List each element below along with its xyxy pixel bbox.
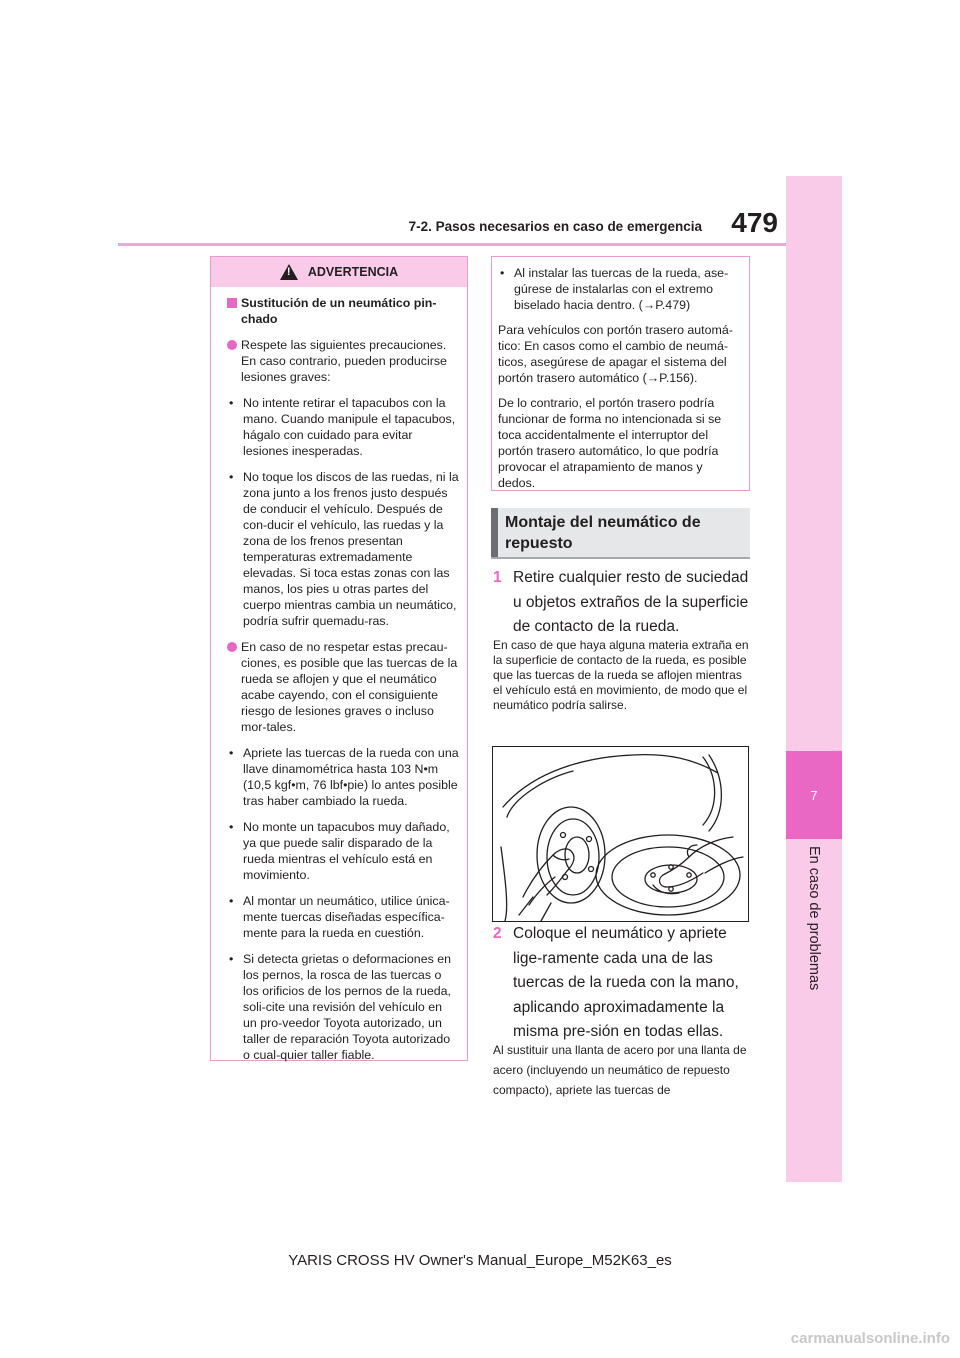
warning-bullet: • No monte un tapacubos muy dañado, ya que puede salir disparado de la rueda mientras el vehículo está en movimiento. <box>227 819 459 883</box>
chapter-title-vertical <box>786 846 842 1006</box>
warning-header <box>211 257 467 287</box>
warning-bullet: • Si detecta grietas o deformaciones en los pernos, la rosca de las tuercas o los orificios de los pernos de la rueda, soli-cite una revisión del vehículo en un pro-veedor Toyota autorizado, un taller de reparación Toyota autorizado o cual-quier taller fiable. <box>227 951 459 1063</box>
warning-triangle-icon <box>280 264 298 280</box>
note-content <box>498 265 743 500</box>
chapter-title: En caso de problemas <box>806 846 822 991</box>
header-section-title: 7-2. Pasos necesarios en caso de emergencia <box>408 219 702 234</box>
step-2 <box>493 922 753 1045</box>
warning-intro-2: En caso de no respetar estas precau-ciones, es posible que las tuercas de la rueda se aflojen y que el neumático acabe cayendo, con el consiguiente riesgo de lesiones graves o incluso mor-tales. <box>227 639 459 735</box>
page-number: 479 <box>731 207 778 238</box>
chapter-side-tab <box>786 176 842 1182</box>
section-title-box <box>491 508 750 559</box>
step-text: Retire cualquier resto de suciedad u objetos extraños de la superficie de contacto de la rueda. <box>513 569 749 635</box>
warning-bullet: • No toque los discos de las ruedas, ni la zona junto a los frenos justo después de conducir el vehículo. Después de con-ducir el vehículo, las ruedas y la zona de los frenos presentan temperaturas extremadamente elevadas. Si toca estas zonas con las manos, los pies u otras partes del cuerpo mientras cambia un neumático, podría sufrir quemadu-ras. <box>227 469 459 629</box>
step-1 <box>493 566 753 640</box>
note-paragraph: Para vehículos con portón trasero automá-tico: En casos como el cambio de neumá-ticos, asegúrese de apagar el sistema del portón trasero automático (→P.156). <box>498 323 733 385</box>
warning-bullet: • Al montar un neumático, utilice única-mente tuercas diseñadas específica-mente para la rueda en cuestión. <box>227 893 459 941</box>
watermark: carmanualsonline.info <box>790 1330 950 1347</box>
step-text: Coloque el neumático y apriete lige-ramente cada una de las tuercas de la rueda con la mano, aplicando aproximadamente la misma pre-sión en todas ellas. <box>513 925 739 1040</box>
spare-tire-illustration <box>492 746 749 922</box>
section-title: Montaje del neumático de repuesto <box>505 514 701 552</box>
wheel-cleaning-drawing <box>493 747 750 923</box>
warning-intro: Respete las siguientes precauciones. En caso contrario, pueden producirse lesiones graves: <box>227 337 459 385</box>
step-1-description: En caso de que haya alguna materia extraña en la superficie de contacto de la rueda, es posible que las tuercas de la rueda se aflojen mientras el vehículo está en movimiento, de modo que el neumático podría salirse. <box>493 638 749 712</box>
footer-manual-title: YARIS CROSS HV Owner's Manual_Europe_M52K63_es <box>288 1252 672 1269</box>
header-divider <box>118 243 786 246</box>
warning-title: Sustitución de un neumático pin-chado <box>227 295 459 327</box>
warning-box <box>210 256 468 1061</box>
chapter-number-badge <box>786 751 842 839</box>
step-2-description: Al sustituir una llanta de acero por una llanta de acero (incluyendo un neumático de repuesto compacto), apriete las tuercas de <box>493 1043 747 1097</box>
section-title-bar <box>491 508 498 557</box>
warning-bullet: • No intente retirar el tapacubos con la mano. Cuando manipule el tapacubos, hágalo con cuidado para evitar lesiones inesperadas. <box>227 395 459 459</box>
warning-bullet: • Apriete las tuercas de la rueda con una llave dinamométrica hasta 103 N•m (10,5 kgf•m, 76 lbf•pie) lo antes posible tras haber cambiado la rueda. <box>227 745 459 809</box>
note-box <box>491 256 750 491</box>
warning-heading: ADVERTENCIA <box>307 265 399 279</box>
note-paragraph: De lo contrario, el portón trasero podría funcionar de forma no intencionada si se toca accidentalmente el interruptor del portón trasero automático, lo que podría provocar el atrapamiento de manos y dedos. <box>498 396 722 490</box>
step-number: 1 <box>493 569 502 586</box>
note-bullet: • Al instalar las tuercas de la rueda, ase-gúrese de instalarlas con el extremo biselado hacia dentro. (→P.479) <box>498 265 743 313</box>
chapter-number: 7 <box>810 787 818 803</box>
step-number: 2 <box>493 925 502 942</box>
warning-content <box>227 295 459 1073</box>
